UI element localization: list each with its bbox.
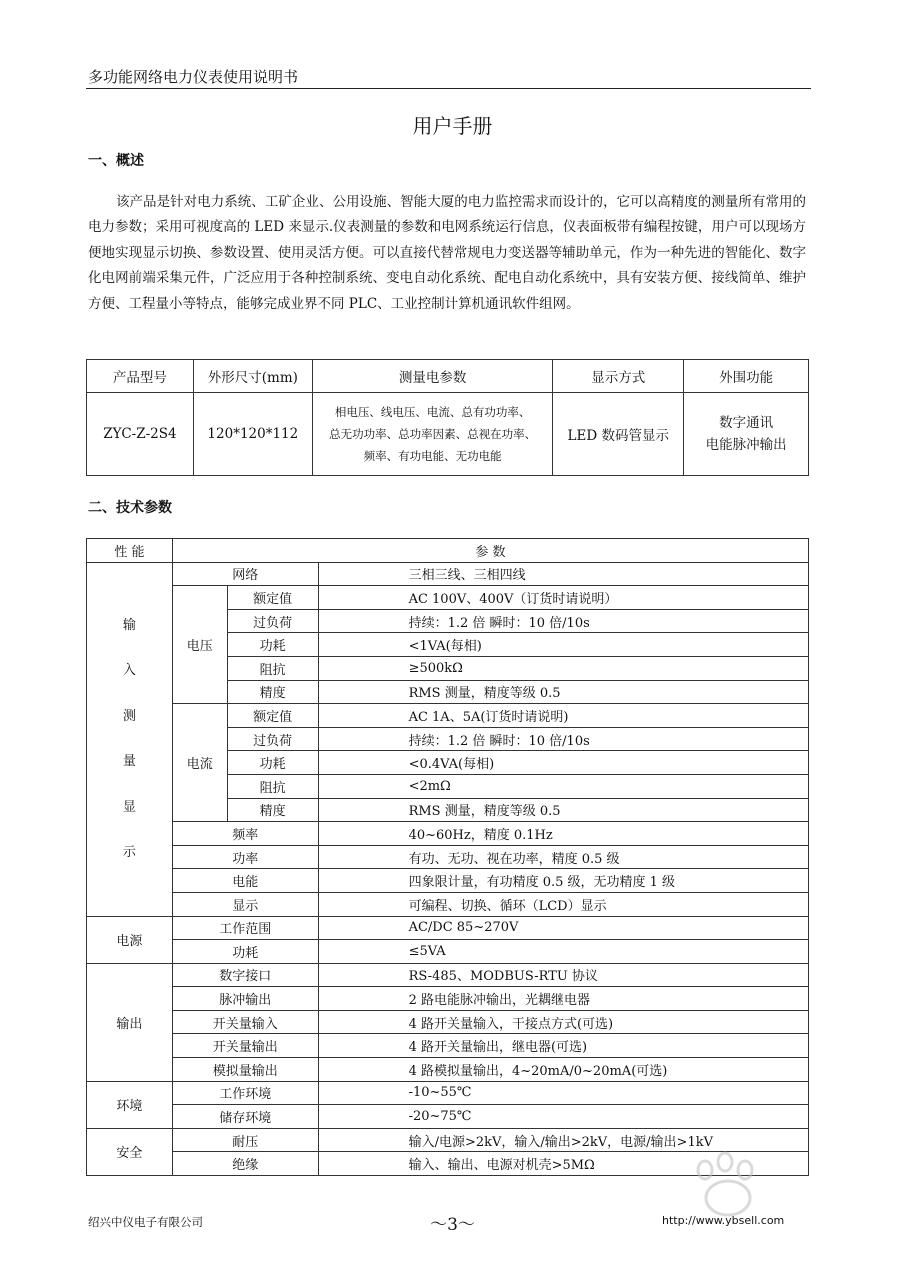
spec-value: <1VA(每相): [318, 633, 808, 657]
product-size: 120*120*112: [193, 393, 312, 476]
spec-label: 频率: [172, 822, 318, 846]
product-table: [86, 359, 809, 476]
overview-text: 该产品是针对电力系统、工矿企业、公用设施、智能大厦的电力监控需求而设计的，它可以高精度的测量所有常用的电力参数；采用可视度高的 LED 来显示.仪表测量的参数和电网系统运行信息，仪表面板带有编程按键，用户可以现场方便地实现显示切换、参数设置、使用灵活方便。可以直接代替常规电力变送器等辅助单元，作为一种先进的智能化、数字化电网前端采集元件，广泛应用于各种控制系统、变电自动化系统、配电自动化系统中，具有安装方便、接线简单、维护方便、工程量小等特点，能够完成业界不同 PLC、工业控制计算机通讯软件组网。: [88, 194, 806, 312]
spec-value: 可编程、切换、循环（LCD）显示: [318, 892, 808, 916]
header-divider: [86, 88, 811, 89]
spec-value: RS-485、MODBUS-RTU 协议: [318, 963, 808, 987]
group-char: 量: [122, 754, 136, 770]
group-safety: 安全: [87, 1128, 173, 1175]
product-functions: [684, 393, 809, 476]
spec-table: [86, 538, 809, 1176]
spec-label: 电能: [172, 869, 318, 893]
spec-value: 4 路模拟量输出，4~20mA/0~20mA(可选): [318, 1058, 808, 1082]
spec-header-performance: 性 能: [87, 539, 173, 563]
product-params: [312, 393, 553, 476]
section-heading-specs: 二、技术参数: [88, 500, 172, 516]
document-header-title: 多功能网络电力仪表使用说明书: [88, 68, 299, 86]
spec-label: 脉冲输出: [172, 987, 318, 1011]
spec-value: RMS 测量，精度等级 0.5: [318, 798, 808, 822]
product-params-line: 频率、有功电能、无功电能: [363, 449, 502, 463]
spec-value: RMS 测量，精度等级 0.5: [318, 680, 808, 704]
product-function-line: 电能脉冲输出: [705, 437, 787, 453]
col-header-display: 显示方式: [553, 360, 684, 393]
col-header-params: 测量电参数: [312, 360, 553, 393]
footer-company: 绍兴中仪电子有限公司: [88, 1215, 203, 1229]
group-char: 输: [122, 617, 136, 633]
spec-label: 过负荷: [227, 609, 318, 633]
section-heading-overview: 一、概述: [88, 153, 144, 169]
spec-value: 4 路开关量输出，继电器(可选): [318, 1034, 808, 1058]
spec-label: 绝缘: [172, 1152, 318, 1176]
spec-value: 四象限计量，有功精度 0.5 级，无功精度 1 级: [318, 869, 808, 893]
spec-value: 持续：1.2 倍 瞬时：10 倍/10s: [318, 727, 808, 751]
spec-value: 输入/电源>2kV，输入/输出>2kV，电源/输出>1kV: [318, 1128, 808, 1152]
spec-value: <2mΩ: [318, 774, 808, 798]
spec-value: ≥500kΩ: [318, 656, 808, 680]
spec-value: 持续：1.2 倍 瞬时：10 倍/10s: [318, 609, 808, 633]
spec-label: 额定值: [227, 586, 318, 610]
spec-label: 模拟量输出: [172, 1058, 318, 1082]
footer-url: http://www.ybsell.com: [662, 1214, 785, 1227]
spec-label: 功率: [172, 845, 318, 869]
col-header-size: 外形尺寸(mm): [193, 360, 312, 393]
spec-value: <0.4VA(每相): [318, 751, 808, 775]
subgroup-voltage: 电压: [172, 586, 227, 704]
spec-value: ≤5VA: [318, 940, 808, 964]
group-supply: 电源: [87, 916, 173, 963]
group-environment: 环境: [87, 1081, 173, 1128]
spec-label: 功耗: [172, 940, 318, 964]
group-char: 示: [122, 845, 136, 861]
spec-value: 4 路开关量输入，干接点方式(可选): [318, 1010, 808, 1034]
spec-label: 功耗: [227, 751, 318, 775]
spec-header-parameter: 参 数: [172, 539, 808, 563]
spec-label: 功耗: [227, 633, 318, 657]
spec-label: 开关量输出: [172, 1034, 318, 1058]
spec-label: 显示: [172, 892, 318, 916]
group-output: 输出: [87, 963, 173, 1081]
spec-label: 工作范围: [172, 916, 318, 940]
group-char: 显: [122, 799, 136, 815]
spec-value: 40~60Hz，精度 0.1Hz: [318, 822, 808, 846]
spec-value: 输入、输出、电源对机壳>5MΩ: [318, 1152, 808, 1176]
spec-value: -20~75℃: [318, 1105, 808, 1129]
spec-label: 工作环境: [172, 1081, 318, 1105]
spec-label: 额定值: [227, 704, 318, 728]
spec-label: 精度: [227, 680, 318, 704]
spec-label: 储存环境: [172, 1105, 318, 1129]
spec-value: 有功、无功、视在功率，精度 0.5 级: [318, 845, 808, 869]
spec-label: 数字接口: [172, 963, 318, 987]
overview-paragraph: [88, 190, 806, 317]
product-model: ZYC-Z-2S4: [87, 393, 194, 476]
product-function-line: 数字通讯: [719, 415, 774, 431]
product-params-line: 相电压、线电压、电流、总有功功率、: [334, 405, 531, 419]
spec-value: 2 路电能脉冲输出，光耦继电器: [318, 987, 808, 1011]
group-input-measure-display: [87, 562, 173, 916]
product-display: LED 数码管显示: [553, 393, 684, 476]
group-char: 入: [122, 663, 136, 679]
product-params-line: 总无功功率、总功率因素、总视在功率、: [329, 427, 537, 441]
col-header-model: 产品型号: [87, 360, 194, 393]
subgroup-current: 电流: [172, 704, 227, 822]
spec-label: 开关量输入: [172, 1010, 318, 1034]
spec-label: 网络: [172, 562, 318, 586]
spec-label: 阻抗: [227, 774, 318, 798]
col-header-functions: 外围功能: [684, 360, 809, 393]
spec-value: AC 100V、400V（订货时请说明）: [318, 586, 808, 610]
spec-label: 耐压: [172, 1128, 318, 1152]
spec-value: -10~55℃: [318, 1081, 808, 1105]
spec-label: 精度: [227, 798, 318, 822]
spec-value: AC/DC 85~270V: [318, 916, 808, 940]
document-title: 用户手册: [412, 114, 493, 138]
spec-label: 过负荷: [227, 727, 318, 751]
spec-value: 三相三线、三相四线: [318, 562, 808, 586]
group-char: 测: [122, 708, 136, 724]
spec-value: AC 1A、5A(订货时请说明): [318, 704, 808, 728]
footer-page-number: ～3～: [430, 1215, 475, 1235]
spec-label: 阻抗: [227, 656, 318, 680]
